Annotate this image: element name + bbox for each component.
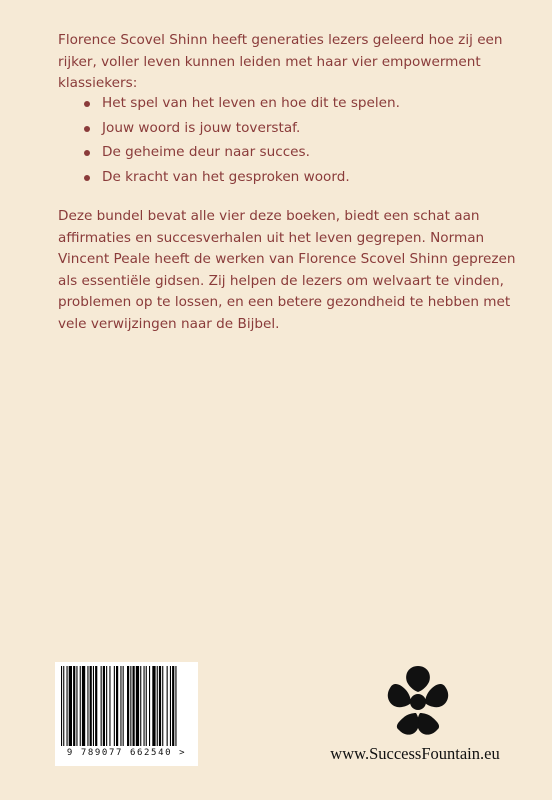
book-list-item	[58, 93, 518, 118]
barcode	[55, 662, 198, 766]
barcode-bar	[146, 666, 147, 746]
barcode-bar	[101, 666, 102, 746]
barcode-bar	[140, 666, 141, 746]
barcode-bar	[103, 666, 105, 746]
intro-paragraph: Florence Scovel Shinn heeft generaties lezers geleerd hoe zij een rijker, voller leven kunnen leiden met haar vier empowerment klassiekers:	[58, 32, 503, 91]
barcode-bar	[162, 666, 163, 746]
barcode-bar	[90, 666, 92, 746]
barcode-bar	[136, 666, 139, 746]
barcode-bar	[95, 666, 97, 746]
barcode-bar	[159, 666, 161, 746]
barcode-bar	[120, 666, 121, 746]
description-paragraph: Deze bundel bevat alle vier deze boeken, biedt een schat aan affirmaties en succesverhalen uit het leven gegrepen. Norman Vincent Peale heeft de werken van Florence Scovel Shinn geprezen als essentiële gidsen. Zij helpen de lezers om welvaart te vinden, problemen op te lossen, en een betere gezondheid te hebben met vele verwijzingen naar de Bijbel.	[58, 208, 516, 332]
barcode-bar	[170, 666, 171, 746]
barcode-bars-icon	[55, 662, 198, 750]
book-title: Het spel van het leven en hoe dit te spelen.	[102, 95, 400, 111]
barcode-bar	[144, 666, 145, 746]
barcode-bar	[175, 666, 176, 746]
flower-logo-icon	[380, 660, 456, 740]
book-title: De geheime deur naar succes.	[102, 144, 310, 160]
barcode-bar	[109, 666, 110, 746]
barcode-bar	[76, 666, 77, 746]
barcode-bar	[87, 666, 88, 746]
barcode-bar	[133, 666, 135, 746]
publisher-website: www.SuccessFountain.eu	[330, 744, 500, 763]
barcode-bar	[63, 666, 64, 746]
book-list-item	[58, 167, 518, 192]
barcode-bar	[114, 666, 115, 746]
barcode-bar	[73, 666, 75, 746]
barcode-bar	[130, 666, 131, 746]
barcode-bar	[152, 666, 155, 746]
bullet-icon	[84, 126, 90, 132]
barcode-bar	[116, 666, 118, 746]
barcode-bar	[149, 666, 150, 746]
barcode-bar	[82, 666, 85, 746]
barcode-bar	[123, 666, 124, 746]
barcode-bar	[167, 666, 168, 746]
bullet-icon	[84, 175, 90, 181]
barcode-bar	[67, 666, 68, 746]
book-title: Jouw woord is jouw toverstaf.	[102, 119, 301, 136]
barcode-bar	[80, 666, 81, 746]
book-list-item	[58, 118, 518, 143]
bullet-icon	[84, 101, 90, 107]
book-list-item	[58, 142, 518, 167]
book-list	[58, 93, 518, 191]
barcode-bar	[172, 666, 174, 746]
barcode-digits: 9 789077 662540 >	[66, 748, 187, 758]
book-title: De kracht van het gesproken woord.	[102, 168, 350, 185]
barcode-bar	[106, 666, 107, 746]
barcode-bar	[69, 666, 72, 746]
bullet-icon	[84, 150, 90, 156]
barcode-bar	[127, 666, 129, 746]
barcode-bar	[93, 666, 94, 746]
barcode-bar	[61, 666, 62, 746]
barcode-bar	[157, 666, 158, 746]
